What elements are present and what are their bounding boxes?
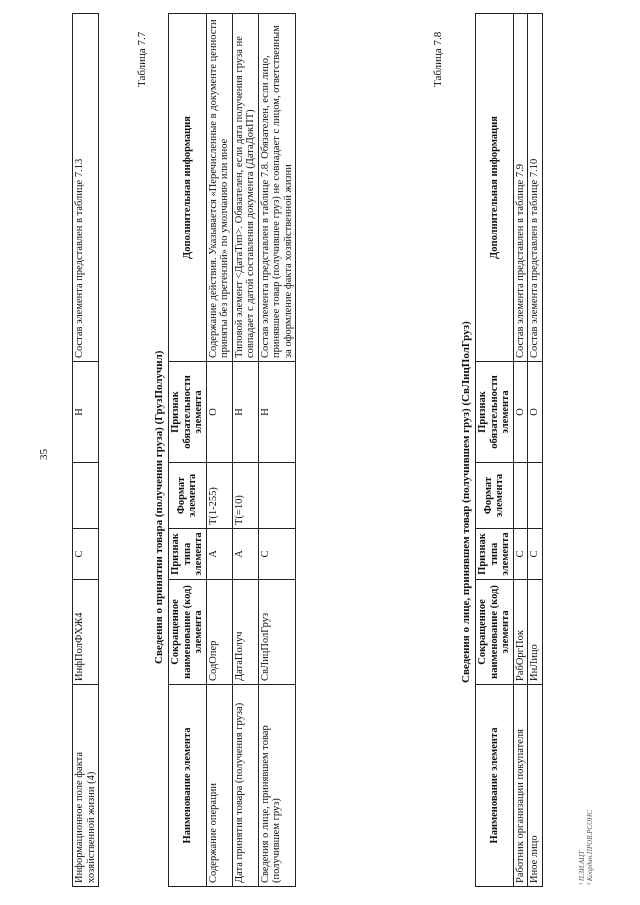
cell-format [528,463,543,529]
cell-required: Н [232,362,258,463]
cell-info: Состав элемента представлен в таблице 7.10 [528,14,543,362]
cell-name: Сведения о лице, принявшем товар (получившем груз) [258,685,296,887]
cell-format: T(1-255) [206,463,232,529]
table-7-7 [168,13,296,887]
footnote [578,810,594,885]
footnote-line-1: ¹ П.ЗИ.АЦТ [578,850,586,885]
table-row [206,14,232,887]
cell-type: А [206,529,232,580]
header-code: Сокращенное наименование (код) элемента [169,580,207,685]
cell-code: СвЛицПолГруз [258,580,296,685]
header-required: Признак обязательности элемента [476,362,514,463]
header-type: Признак типа элемента [169,529,207,580]
cell-info: Состав элемента представлен в таблице 7.13 [73,14,99,362]
cell-code: РабОргПок [513,580,528,685]
cell-name: Дата принятия товара (получения груза) [232,685,258,887]
header-format: Формат элемента [476,463,514,529]
continuation-table [72,13,99,887]
table-caption-7-8: Сведения о лице, принявшем товар (получившем груз) (СвЛицПолГруз) [460,321,472,683]
header-name: Наименование элемента [169,685,207,887]
page-number: 35 [38,449,50,460]
cell-required: О [513,362,528,463]
header-code: Сокращенное наименование (код) элемента [476,580,514,685]
cell-required: Н [258,362,296,463]
cell-info: Состав элемента представлен в таблице 7.8. Обязателен, если лицо, принявшее товар (получившее груз) не совпадает с лицом, ответственным за оформление факта хозяйственной жизни [258,14,296,362]
cell-info: Содержание действия. Указывается «Перечисленные в документе ценности приняты без претензий» по умолчанию или иное [206,14,232,362]
table-header-row [476,14,514,887]
table-number-7-7: Таблица 7.7 [136,31,148,87]
cell-type: С [513,529,528,580]
cell-format [258,463,296,529]
cell-code: ДатаПолуч [232,580,258,685]
cell-name: Содержание операции [206,685,232,887]
table-header-row [169,14,207,887]
header-type: Признак типа элемента [476,529,514,580]
table-caption-7-7: Сведения о принятии товара (получении груза) (ГрузПолучил) [153,350,165,664]
cell-type: А [232,529,258,580]
cell-format [513,463,528,529]
cell-type: С [73,529,99,580]
table-row [258,14,296,887]
cell-name: Иное лицо [528,685,543,887]
cell-type: С [528,529,543,580]
header-format: Формат элемента [169,463,207,529]
cell-required: Н [73,362,99,463]
cell-required: О [528,362,543,463]
header-name: Наименование элемента [476,685,514,887]
header-info: Дополнительная информация [169,14,207,362]
cell-info: Типовой элемент <ДатаТип>. Обязателен, если дата получения груза не совпадает с датой составления документа (ДатаДокПТ) [232,14,258,362]
cell-format [73,463,99,529]
header-info: Дополнительная информация [476,14,514,362]
cell-info: Состав элемента представлен в таблице 7.9 [513,14,528,362]
cell-name: Информационное поле факта хозяйственной жизни (4) [73,685,99,887]
cell-format: T(=10) [232,463,258,529]
cell-code: ИнфПолФХЖ4 [73,580,99,685]
cell-type: С [258,529,296,580]
table-row [528,14,543,887]
cell-code: ИнЛицо [528,580,543,685]
header-required: Признак обязательности элемента [169,362,207,463]
footnote-line-2: ² Координ.ПРОВ.РСОНС [586,810,594,885]
table-7-8 [475,13,543,887]
table-number-7-8: Таблица 7.8 [432,31,444,87]
cell-required: О [206,362,232,463]
table-row [73,14,99,887]
table-row [232,14,258,887]
cell-name: Работник организации покупателя [513,685,528,887]
cell-code: СодОпер [206,580,232,685]
table-row [513,14,528,887]
